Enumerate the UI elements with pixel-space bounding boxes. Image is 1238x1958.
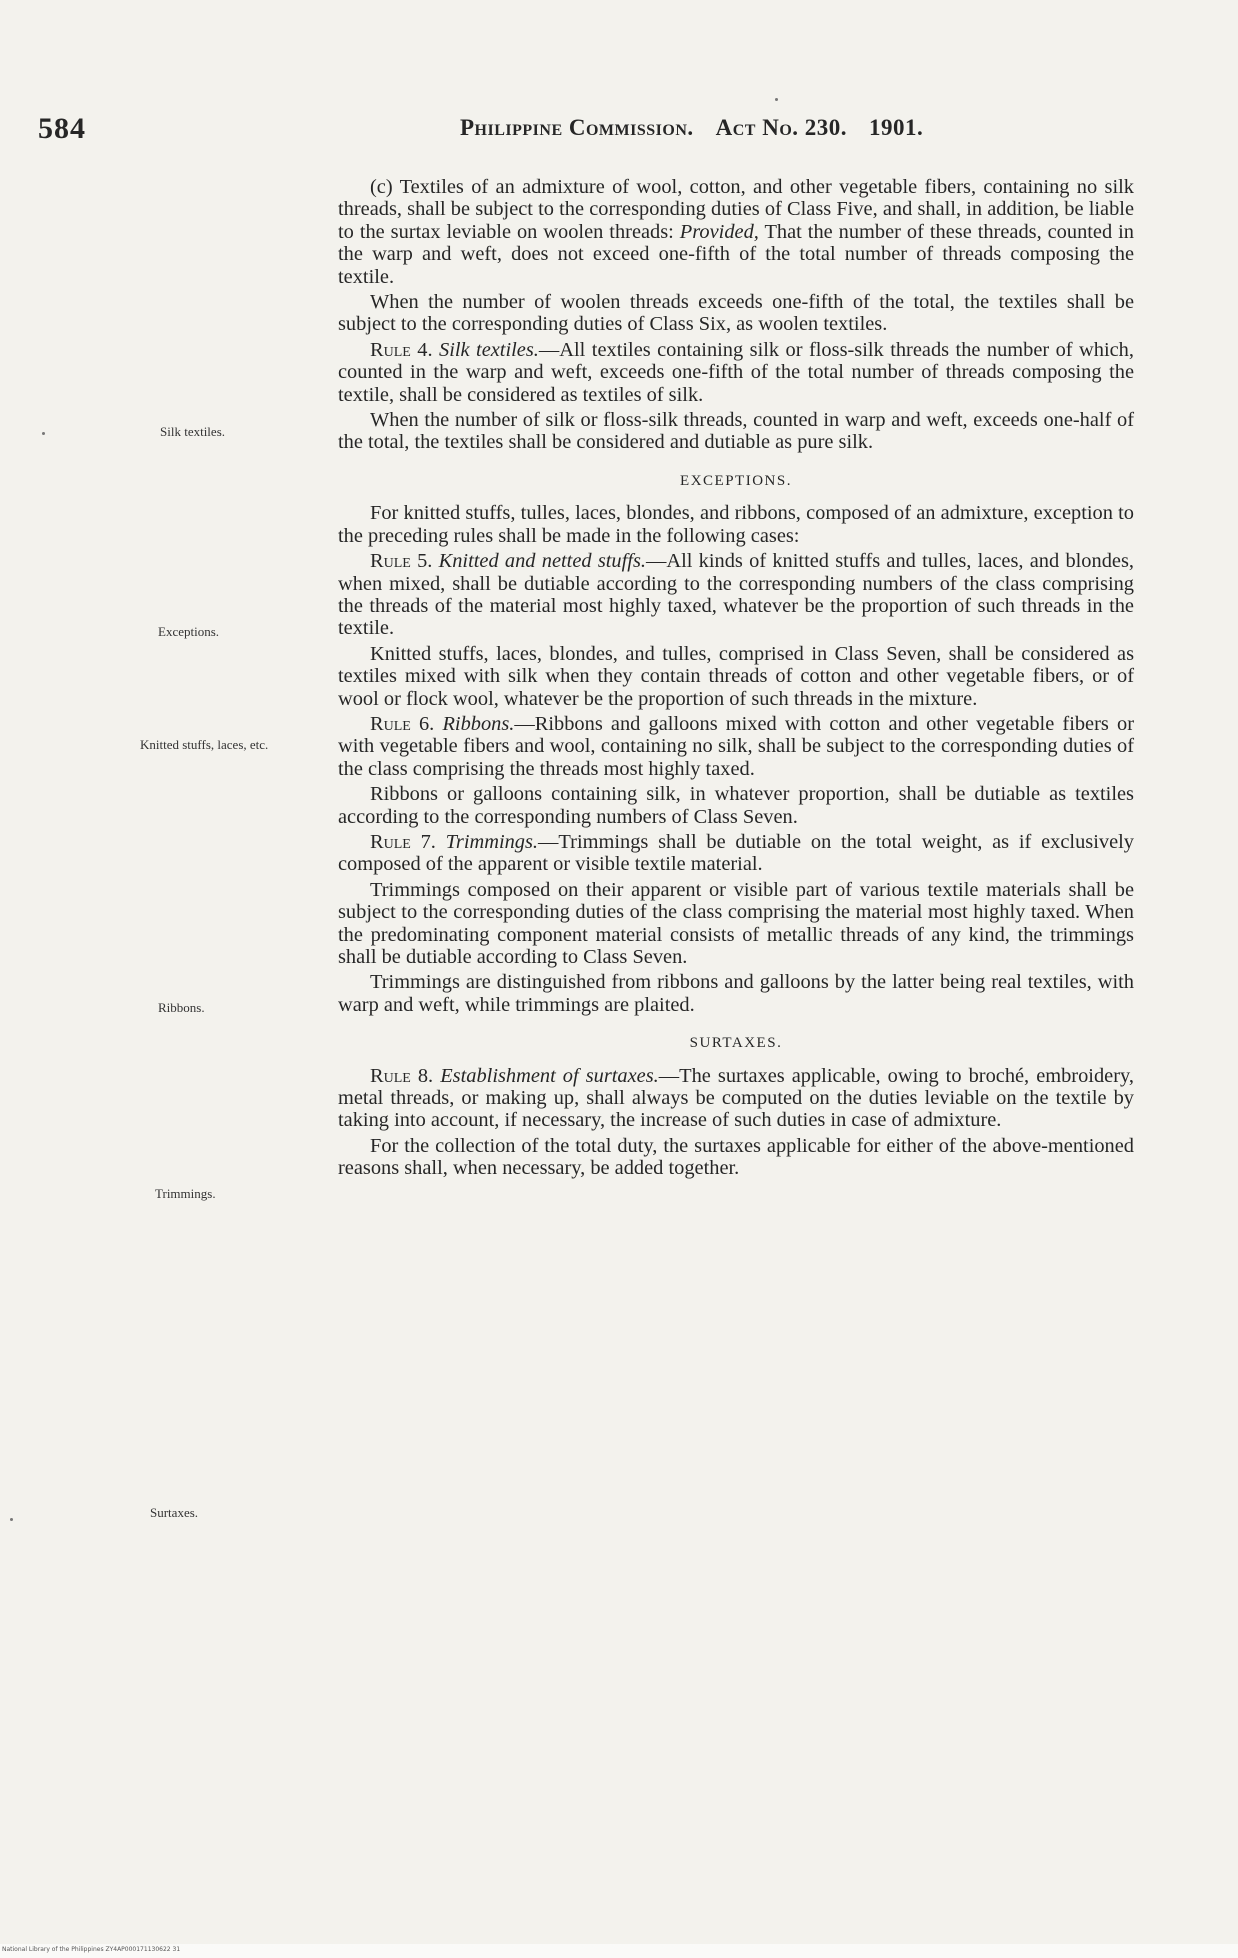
scan-speck (775, 98, 778, 101)
running-head-year: 1901. (869, 115, 924, 140)
paragraph-trimmings-distinguished: Trimmings are distinguished from ribbons and galloons by the latter being real textiles, with warp and weft, while trimmings are plaited. (338, 971, 1134, 1016)
page-number: 584 (38, 112, 86, 145)
scan-speck (10, 1518, 13, 1521)
margin-note-exceptions: Exceptions. (158, 624, 220, 639)
margin-note-silk-textiles: Silk textiles. (160, 424, 225, 439)
rule-8: Rule 8. Establishment of surtaxes.—The surtaxes applicable, owing to broché, embroidery, metal threads, or making up, shall always be computed on the duties leviable on the textile by taking into account, if necessary, the increase of such duties in case of admixture. (338, 1064, 1134, 1132)
scan-speck (42, 432, 45, 435)
rule-6: Rule 6. Ribbons.—Ribbons and galloons mixed with cotton and other vegetable fibers or with vegetable fibers and wool, containing no silk, shall be subject to the corresponding duties of the class comprising the threads most highly taxed. (338, 712, 1134, 780)
paragraph-trimmings-composed: Trimmings composed on their apparent or visible part of various textile materials shall be subject to the corresponding duties of the class comprising the material most highly taxed. When the predominating component material consists of metallic threads of any kind, the trimmings shall be dutiable according to Class Seven. (338, 878, 1134, 968)
margin-note-surtaxes: Surtaxes. (150, 1505, 199, 1520)
rule-7: Rule 7. Trimmings.—Trimmings shall be dutiable on the total weight, as if exclusively composed of the apparent or visible textile material. (338, 830, 1134, 876)
paragraph-ribbons-silk: Ribbons or galloons containing silk, in whatever proportion, shall be dutiable as textiles according to the corresponding numbers of Class Seven. (338, 783, 1134, 828)
margin-note-ribbons: Ribbons. (158, 1000, 205, 1015)
paragraph-total-duty: For the collection of the total duty, the surtaxes applicable for either of the above-mentioned reasons shall, when necessary, be added together. (338, 1134, 1134, 1180)
running-head-act: Act No. 230. (715, 115, 848, 140)
body-text (338, 176, 1134, 1180)
margin-note-trimmings: Trimmings. (155, 1186, 216, 1201)
scan-footer (0, 1944, 1238, 1958)
paragraph-admixture-wool: (c) Textiles of an admixture of wool, cotton, and other vegetable fibers, containing no silk threads, shall be subject to the corresponding duties of Class Five, and shall, in addition, be liable to the surtax leviable on woolen threads: Provided, That the number of these threads, counted in the warp and weft, does not exceed one-fifth of the total number of threads composing the textile. (338, 176, 1134, 288)
paragraph-pure-silk: When the number of silk or floss-silk threads, counted in warp and weft, exceeds one-half of the total, the textiles shall be considered and dutiable as pure silk. (338, 409, 1134, 454)
rule-4: Rule 4. Silk textiles.—All textiles containing silk or floss-silk threads the number of which, counted in the warp and weft, exceeds one-fifth of the total number of threads composing the textile, shall be considered as textiles of silk. (338, 338, 1134, 406)
rule-5: Rule 5. Knitted and netted stuffs.—All kinds of knitted stuffs and tulles, laces, and blondes, when mixed, shall be dutiable according to the corresponding numbers of the class comprising the threads of the material most highly taxed, whatever be the proportion of such threads in the textile. (338, 550, 1134, 640)
section-heading-surtaxes: SURTAXES. (689, 1035, 783, 1052)
paragraph-woolen-threads: When the number of woolen threads exceeds one-fifth of the total, the textiles shall be subject to the corresponding duties of Class Six, as woolen textiles. (338, 291, 1134, 336)
paragraph-exceptions-intro: For knitted stuffs, tulles, laces, blondes, and ribbons, composed of an admixture, exception to the preceding rules shall be made in the following cases: (338, 502, 1134, 547)
margin-note-knitted-stuffs: Knitted stuffs, laces, etc. (140, 737, 269, 752)
scan-footer-label: National Library of the Philippines ZY4AP000171130622 31 (2, 1946, 181, 1953)
section-heading-exceptions: EXCEPTIONS. (680, 472, 792, 489)
running-head-commission: Philippine Commission. (460, 115, 694, 140)
paragraph-class-seven-knitted: Knitted stuffs, laces, blondes, and tulles, comprised in Class Seven, shall be considered as textiles mixed with silk when they contain threads of cotton and other vegetable fibers, or of wool or flock wool, whatever be the proportion of such threads in the mixture. (338, 642, 1134, 710)
running-head (460, 115, 923, 141)
